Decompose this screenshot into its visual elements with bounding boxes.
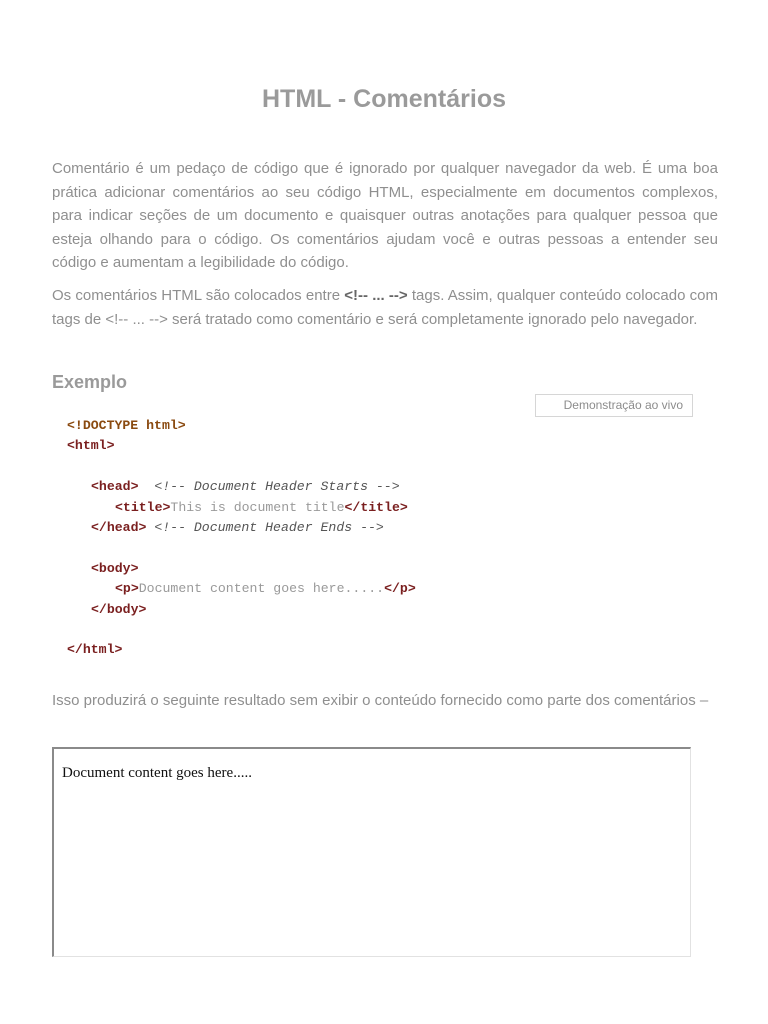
code-tag-title-close: </title> bbox=[344, 499, 408, 515]
code-comment-head-end: <!-- Document Header Ends --> bbox=[154, 519, 384, 535]
comment-syntax-highlight: <!-- ... --> bbox=[344, 287, 408, 304]
example-heading: Exemplo bbox=[52, 372, 128, 392]
code-line bbox=[52, 498, 718, 518]
code-tag-title-open: <title> bbox=[115, 499, 171, 515]
code-tag-html-close: </html> bbox=[67, 642, 123, 658]
intro-paragraph: Comentário é um pedaço de código que é ignorado por qualquer navegador da web. É uma boa prática adicionar comentários ao seu código HTML, especialmente em documentos complexos, para indicar seções de um documento e quaisquer outras anotações para qualquer pessoa que esteja olhando para o código. Os comentários ajudam você e outras pessoas a entender seu código e aumentam a legibilidade do código. bbox=[52, 160, 718, 271]
code-tag-body-close: </body> bbox=[91, 601, 147, 617]
code-tag-p-open: <p> bbox=[115, 581, 139, 597]
result-output-frame bbox=[52, 747, 691, 957]
code-line-blank bbox=[52, 457, 718, 477]
code-tag-p-close: </p> bbox=[384, 581, 416, 597]
code-line bbox=[52, 477, 718, 497]
code-example bbox=[52, 416, 718, 661]
code-line bbox=[52, 416, 718, 436]
result-description: Isso produzirá o seguinte resultado sem exibir o conteúdo fornecido como parte dos comentários – bbox=[52, 692, 709, 709]
code-p-text: Document content goes here..... bbox=[138, 581, 385, 597]
code-line bbox=[52, 600, 718, 620]
code-tag-head-close: </head> bbox=[91, 519, 147, 535]
code-title-text: This is document title bbox=[170, 499, 345, 515]
code-comment-head-start: <!-- Document Header Starts --> bbox=[154, 479, 400, 495]
code-line bbox=[52, 436, 718, 456]
code-line bbox=[52, 518, 718, 538]
code-tag-head-open: <head> bbox=[91, 479, 139, 495]
comment-syntax-text-after: tags. Assim, qualquer conteúdo colocado com tags de <!-- ... --> será tratado como comentário e será completamente ignorado pelo navegador. bbox=[52, 287, 718, 328]
code-tag-html-open: <html> bbox=[67, 438, 115, 454]
code-line bbox=[52, 559, 718, 579]
code-line-blank bbox=[52, 538, 718, 558]
code-line bbox=[52, 640, 718, 660]
comment-syntax-paragraph bbox=[52, 284, 718, 331]
live-demo-button[interactable]: Demonstração ao vivo bbox=[535, 394, 693, 417]
comment-syntax-text-before: Os comentários HTML são colocados entre bbox=[52, 287, 345, 304]
code-tag-body-open: <body> bbox=[91, 560, 139, 576]
code-line bbox=[52, 579, 718, 599]
code-doctype: <!DOCTYPE html> bbox=[67, 418, 186, 433]
page-title: HTML - Comentários bbox=[262, 85, 506, 113]
result-output-text: Document content goes here..... bbox=[62, 765, 252, 781]
code-line-blank bbox=[52, 620, 718, 640]
